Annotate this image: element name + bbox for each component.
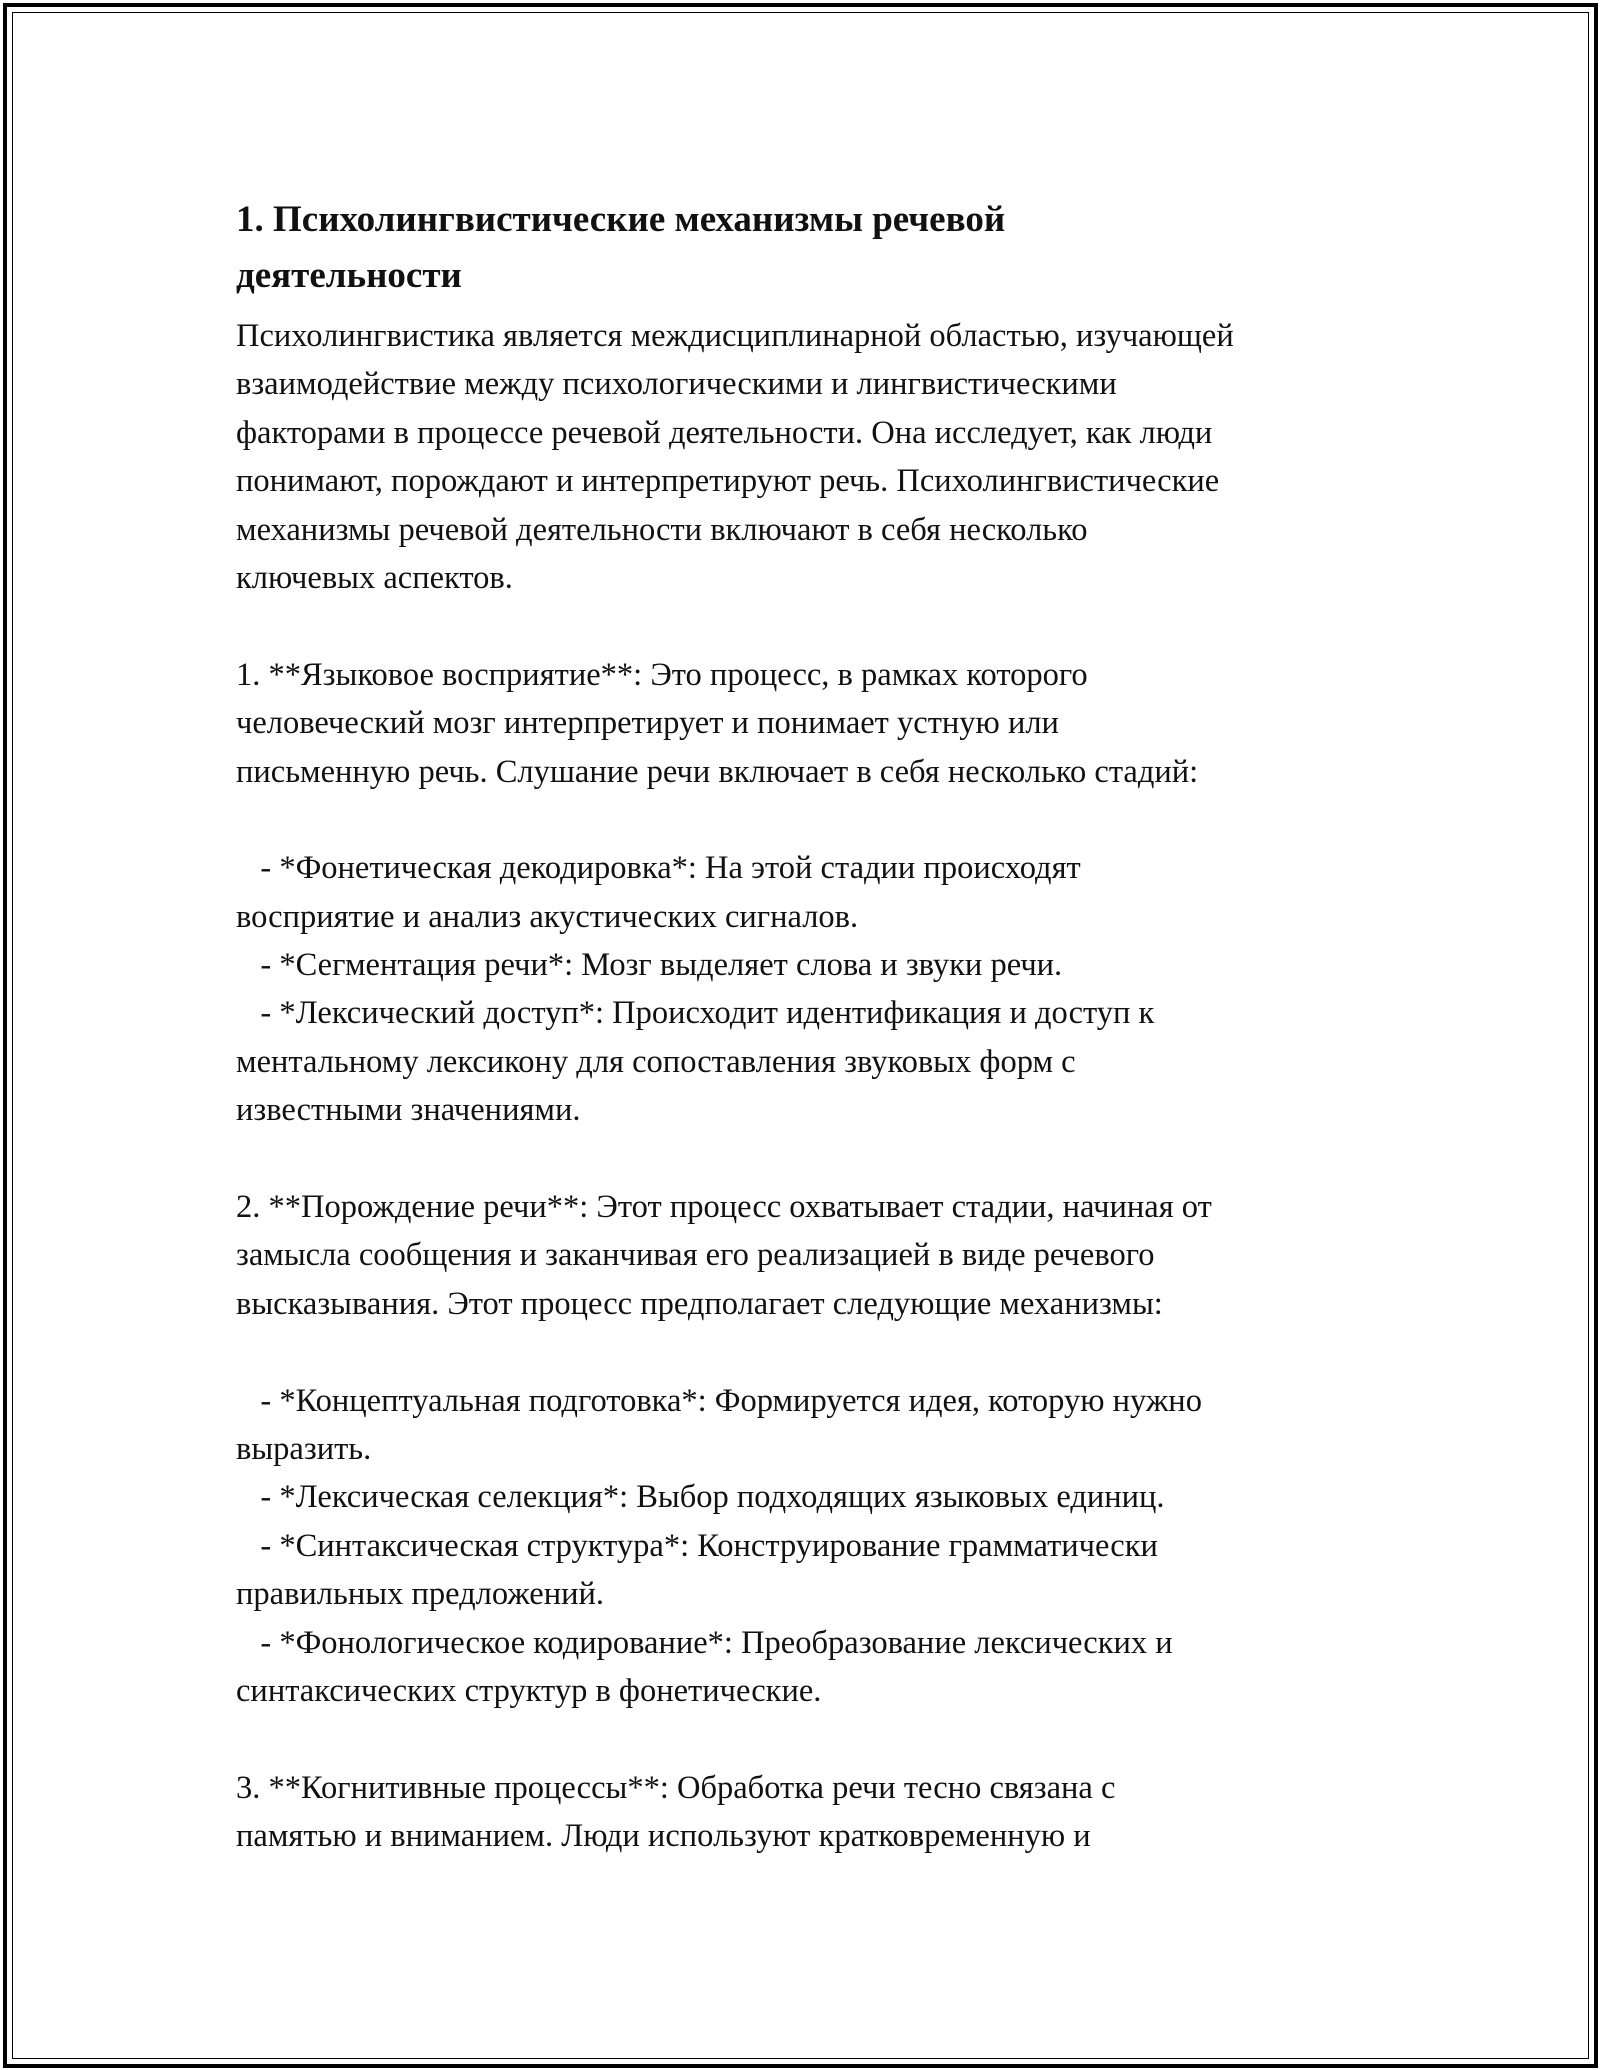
page-title	[236, 192, 1416, 304]
text-line: 3. **Когнитивные процессы**: Обработка речи тесно связана с	[236, 1769, 1116, 1806]
text-line: - *Сегментация речи*: Мозг выделяет слова и звуки речи.	[236, 947, 1063, 984]
text-line: - *Фонетическая декодировка*: На этой стадии происходят	[236, 850, 1081, 887]
text-line	[236, 796, 1416, 844]
text-line: - *Концептуальная подготовка*: Формируется идея, которую нужно	[236, 1382, 1202, 1419]
text-line: понимают, порождают и интерпретируют речь. Психолингвистические	[236, 463, 1220, 500]
title-line: деятельности	[236, 255, 462, 296]
text-line: взаимодействие между психологическими и лингвистическими	[236, 366, 1117, 403]
document-body	[236, 312, 1416, 1861]
text-line: замысла сообщения и заканчивая его реализацией в виде речевого	[236, 1237, 1155, 1274]
text-line	[236, 602, 1416, 650]
text-line: 1. **Языковое восприятие**: Это процесс, в рамках которого	[236, 656, 1088, 693]
text-line: - *Лексическая селекция*: Выбор подходящих языковых единиц.	[236, 1479, 1165, 1516]
text-line: известными значениями.	[236, 1092, 581, 1129]
text-line: правильных предложений.	[236, 1576, 605, 1613]
text-line: ментальному лексикону для сопоставления звуковых форм с	[236, 1043, 1076, 1080]
text-line: ключевых аспектов.	[236, 559, 513, 596]
text-line	[236, 1135, 1416, 1183]
title-line: 1. Психолингвистические механизмы речевой	[236, 199, 1006, 240]
text-line	[236, 1715, 1416, 1763]
text-line: - *Фонологическое кодирование*: Преобразование лексических и	[236, 1624, 1173, 1661]
text-line: высказывания. Этот процесс предполагает следующие механизмы:	[236, 1285, 1163, 1322]
text-line: восприятие и анализ акустических сигналов.	[236, 898, 859, 935]
document-content	[236, 192, 1416, 1861]
text-line: письменную речь. Слушание речи включает в себя несколько стадий:	[236, 753, 1199, 790]
text-line: выразить.	[236, 1430, 372, 1467]
text-line: синтаксических структур в фонетические.	[236, 1672, 822, 1709]
text-line: - *Синтаксическая структура*: Конструирование грамматически	[236, 1527, 1158, 1564]
text-line: - *Лексический доступ*: Происходит идентификация и доступ к	[236, 995, 1155, 1032]
text-line	[236, 1328, 1416, 1376]
text-line: человеческий мозг интерпретирует и понимает устную или	[236, 705, 1059, 742]
text-line: механизмы речевой деятельности включают в себя несколько	[236, 511, 1088, 548]
text-line: памятью и вниманием. Люди используют кратковременную и	[236, 1818, 1091, 1855]
text-line: факторами в процессе речевой деятельности. Она исследует, как люди	[236, 414, 1213, 451]
text-line: 2. **Порождение речи**: Этот процесс охватывает стадии, начиная от	[236, 1189, 1212, 1226]
text-line: Психолингвистика является междисциплинарной областью, изучающей	[236, 318, 1234, 354]
